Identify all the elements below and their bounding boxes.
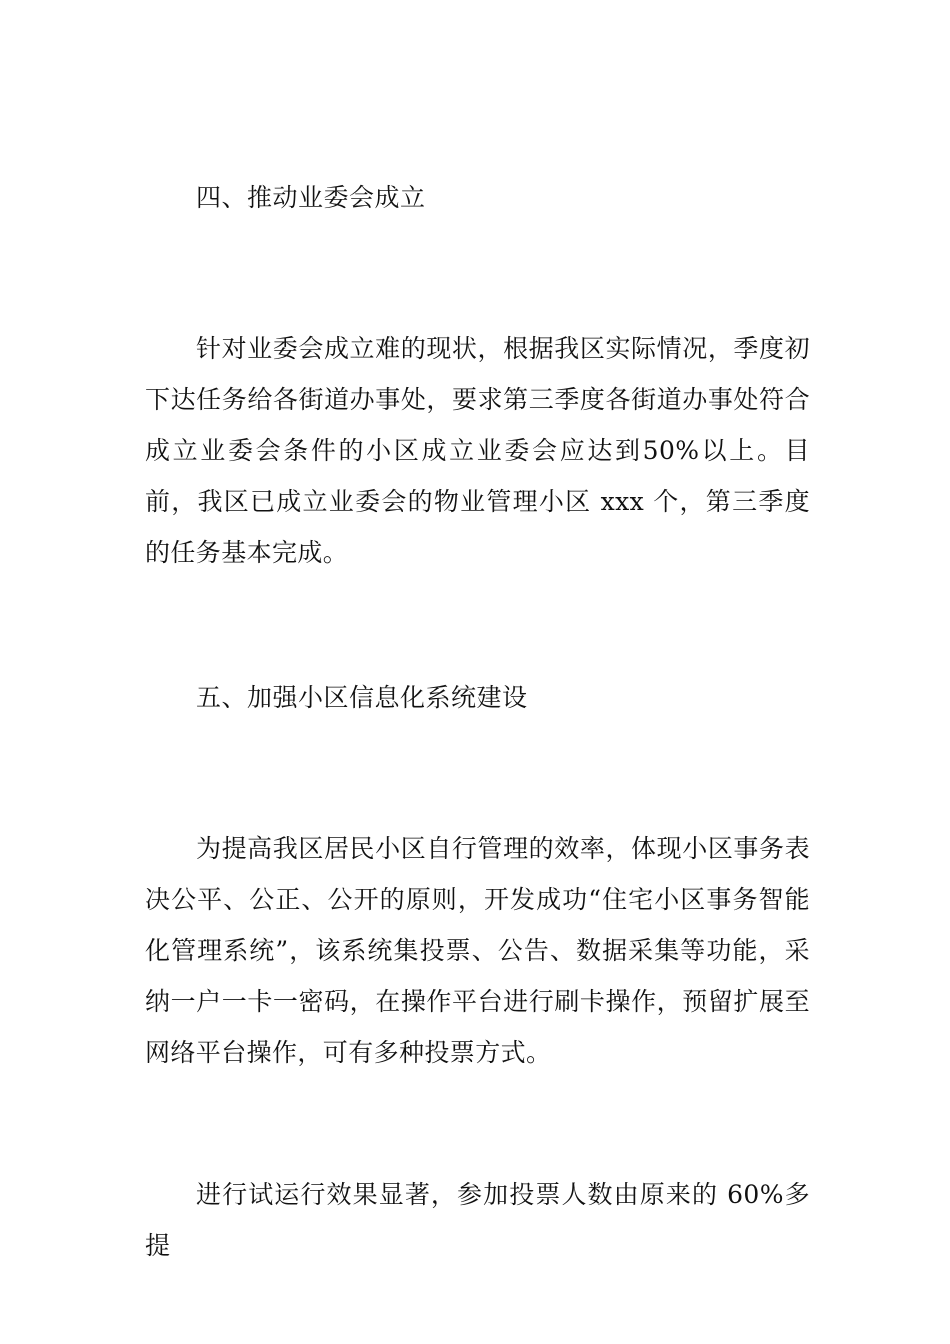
section-heading-5: 五、加强小区信息化系统建设 xyxy=(196,683,528,712)
paragraph-trial-results: 进行试运行效果显著，参加投票人数由原来的 60%多提 xyxy=(145,1180,810,1260)
paragraph-information-system: 为提高我区居民小区自行管理的效率，体现小区事务表决公平、公正、公开的原则，开发成功“住宅小区事务智能化管理系统”，该系统集投票、公告、数据采集等功能，采纳一户一卡一密码，在操作平台进行刷卡操作，预留扩展至网络平台操作，可有多种投票方式。 xyxy=(145,834,810,1067)
paragraph-committee-establishment: 针对业委会成立难的现状，根据我区实际情况，季度初下达任务给各街道办事处，要求第三季度各街道办事处符合成立业委会条件的小区成立业委会应达到50%以上。目前，我区已成立业委会的物业管理小区 xxx 个，第三季度的任务基本完成。 xyxy=(145,334,810,567)
section-heading-4: 四、推动业委会成立 xyxy=(196,183,426,212)
